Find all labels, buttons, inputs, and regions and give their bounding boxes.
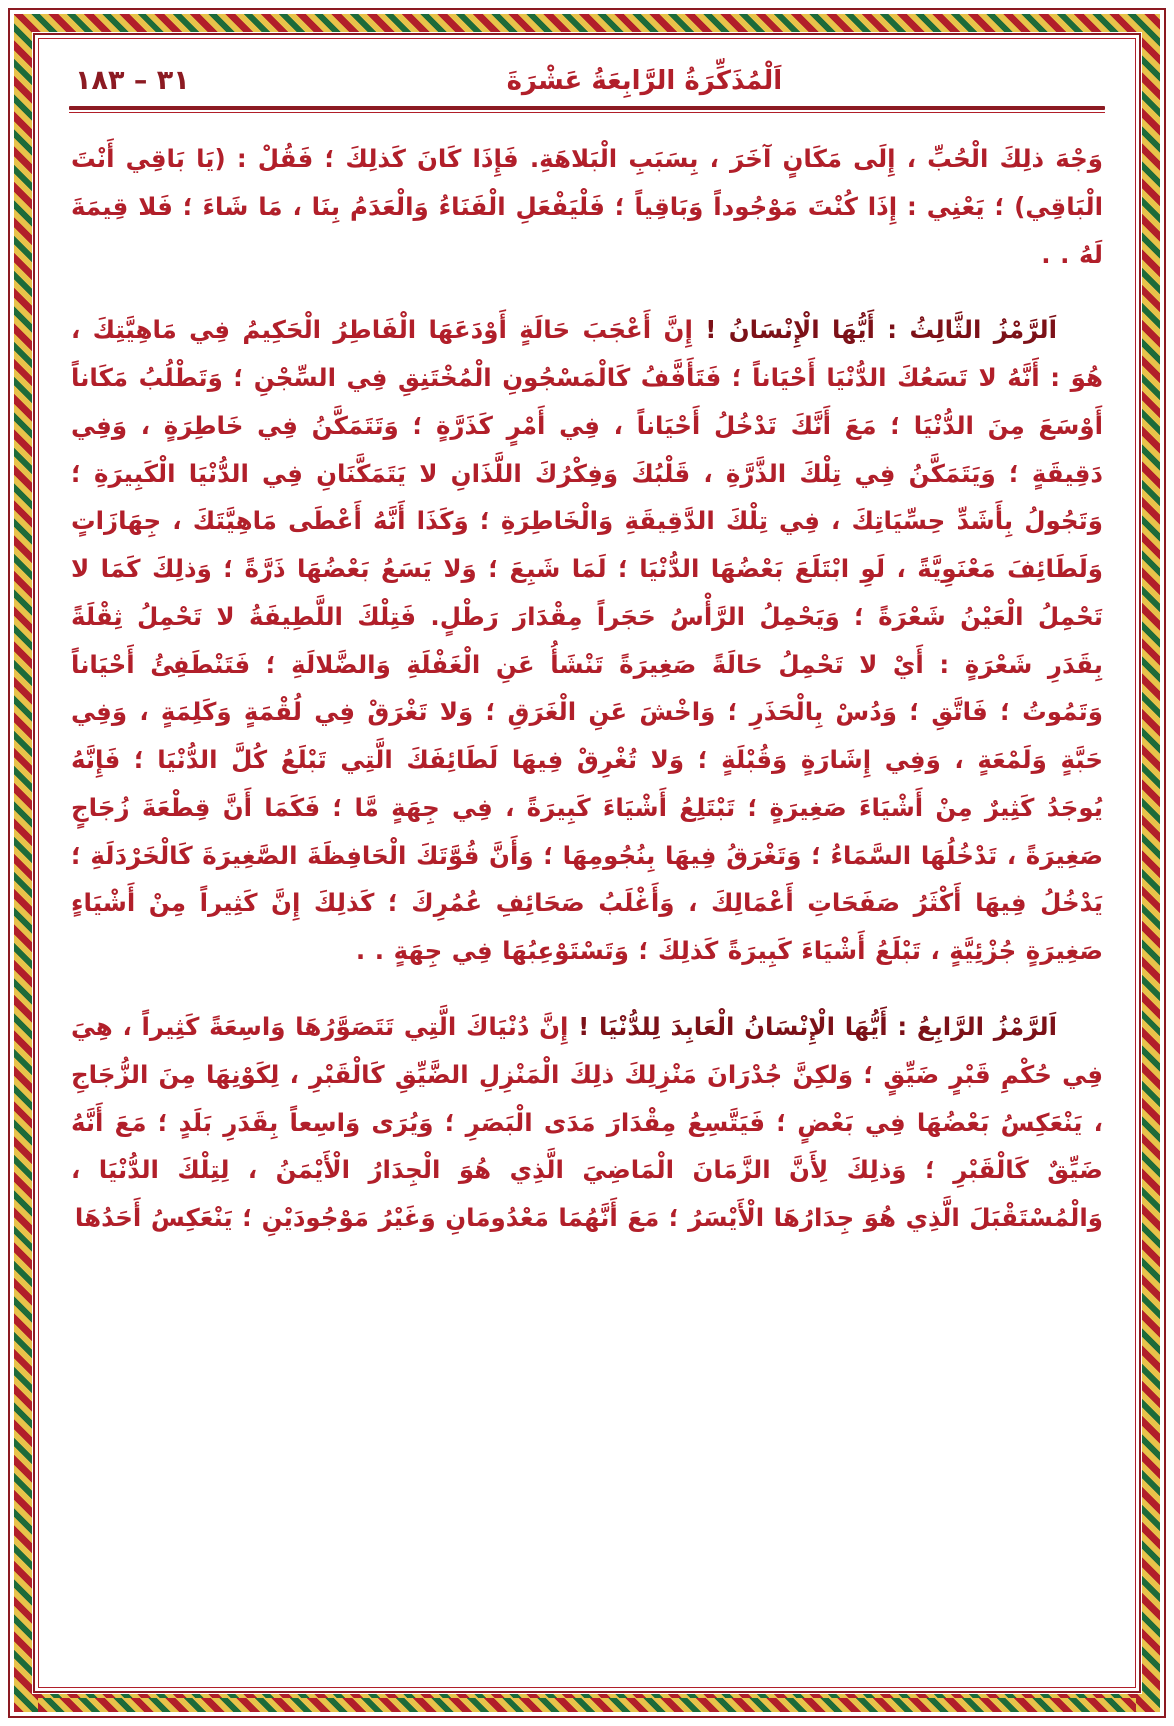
page-number: ٣١ – ١٨٣ [75,65,190,96]
page-title: اَلْمُذَكِّرَةُ الرَّابِعَةُ عَشْرَةَ [506,66,783,96]
paragraph-1-text: وَجْهَ ذلِكَ الْحُبِّ ، إِلَى مَكَانٍ آخَرَ ، بِسَبَبِ الْبَلاهَةِ. فَإِذَا كَانَ كَذلِكَ ؛ فَقُلْ : (يَا بَاقِي أَنْتَ الْبَاقِي) ؛ يَعْنِي : إِذَا كُنْتَ مَوْجُوداً وَبَاقِياً ؛ فَلْيَفْعَلِ الْفَنَاءُ وَالْعَدَمُ بِنَا ، مَا شَاءَ ؛ فَلا قِيمَةَ لَهُ . . [71,144,1103,269]
paragraph-2-lead: اَلرَّمْزُ الثَّالِثُ : أَيُّهَا الْإِنْسَانُ ! [705,315,1057,345]
paragraph-3-text: إِنَّ دُنْيَاكَ الَّتِي تَتَصَوَّرُهَا وَاسِعَةً كَثِيراً ، هِيَ فِي حُكْمِ قَبْرٍ ضَيِّقٍ ؛ وَلكِنَّ جُدْرَانَ مَنْزِلِكَ ذلِكَ الْمَنْزِلِ الضَّيِّقِ كَالْقَبْرِ ، لِكَوْنِهَا مِنَ الزُّجَاجِ ، يَنْعَكِسُ بَعْضُهَا فِي بَعْضٍ ؛ فَيَتَّسِعُ مِقْدَارَ مَدَى الْبَصَرِ ؛ وَيُرَى وَاسِعاً بِقَدَرِ بَلَدٍ ؛ مَعَ أَنَّهُ ضَيِّقٌ كَالْقَبْرِ ؛ وَذلِكَ لِأَنَّ الزَّمَانَ الْمَاضِيَ الَّذِي هُوَ الْجِدَارُ الْأَيْمَنُ ، لِتِلْكَ الدُّنْيَا ، وَالْمُسْتَقْبَلَ الَّذِي هُوَ جِدَارُهَا الْأَيْسَرُ ؛ مَعَ أَنَّهُمَا مَعْدُومَانِ وَغَيْرُ مَوْجُودَيْنِ ؛ يَنْعَكِسُ أَحَدُهَا [71,1012,1103,1233]
paragraph-2 [71,306,1103,975]
page-header [55,55,1119,102]
paragraph-3-lead: اَلرَّمْزُ الرَّابِعُ : أَيُّهَا الْإِنْسَانُ الْعَابِدَ لِلدُّنْيَا ! [578,1012,1057,1042]
page-content [55,55,1119,1676]
paragraph-2-text: إِنَّ أَعْجَبَ حَالَةٍ أَوْدَعَهَا الْفَاطِرُ الْحَكِيمُ فِي مَاهِيَّتِكَ ، هُوَ : أَنَّهُ لا تَسَعُكَ الدُّنْيَا أَحْيَاناً ؛ فَتَأَفَّفُ كَالْمَسْجُونِ الْمُخْتَنِقِ فِي السِّجْنِ ؛ وَتَطْلُبُ مَكَاناً أَوْسَعَ مِنَ الدُّنْيَا ؛ مَعَ أَنَّكَ تَدْخُلُ أَحْيَاناً ، فِي أَمْرٍ كَذَرَّةٍ ؛ وَتَتَمَكَّنُ فِي خَاطِرَةٍ ، وَفِي دَقِيقَةٍ ؛ وَيَتَمَكَّنُ فِي تِلْكَ الذَّرَّةِ ، قَلْبُكَ وَفِكْرُكَ اللَّذَانِ لا يَتَمَكَّنَانِ فِي الدُّنْيَا الْكَبِيرَةِ ؛ وَتَجُولُ بِأَشَدِّ حِسِّيَاتِكَ ، فِي تِلْكَ الدَّقِيقَةِ وَالْخَاطِرَةِ ؛ وَكَذَا أَنَّهُ أَعْطَى مَاهِيَّتَكَ ، جِهَازَاتٍ وَلَطَائِفَ مَعْنَوِيَّةً ، لَوِ ابْتَلَعَ بَعْضُهَا الدُّنْيَا ؛ لَمَا شَبِعَ ؛ وَلا يَسَعُ بَعْضُهَا ذَرَّةً ؛ وَذلِكَ كَمَا لا تَحْمِلُ الْعَيْنُ شَعْرَةً ؛ وَيَحْمِلُ الرَّأْسُ حَجَراً مِقْدَارَ رَطْلٍ. [71,315,1103,631]
paragraph-2-tail: فَتِلْكَ اللَّطِيفَةُ لا تَحْمِلُ ثِقْلَةً بِقَدَرِ شَعْرَةٍ : أَيْ لا تَحْمِلُ حَالَةً صَغِيرَةً تَنْشَأُ عَنِ الْغَفْلَةِ وَالضَّلالَةِ ؛ فَتَنْطَفِئُ أَحْيَاناً وَتَمُوتُ ؛ فَاتَّقِ ؛ وَدُسْ بِالْحَذَرِ ؛ وَاخْشَ عَنِ الْغَرَقِ ؛ وَلا تَغْرَقْ فِي لُقْمَةٍ وَكَلِمَةٍ ، وَفِي حَبَّةٍ وَلَمْعَةٍ ، وَفِي إِشَارَةٍ وَقُبْلَةٍ ؛ وَلا تُغْرِقْ فِيهَا لَطَائِفَكَ الَّتِي تَبْلَعُ كُلَّ الدُّنْيَا ؛ فَإِنَّهُ يُوجَدُ كَثِيرٌ مِنْ أَشْيَاءَ صَغِيرَةٍ ؛ تَبْتَلِعُ أَشْيَاءَ كَبِيرَةً ، فِي جِهَةٍ مَّا ؛ فَكَمَا أَنَّ قِطْعَةَ زُجَاجٍ صَغِيرَةً ، تَدْخُلُهَا السَّمَاءُ ؛ وَتَغْرَقُ فِيهَا بِنُجُومِهَا ؛ وَأَنَّ قُوَّتَكَ الْحَافِظَةَ الصَّغِيرَةَ كَالْخَرْدَلَةِ ؛ يَدْخُلُ فِيهَا أَكْثَرُ صَفَحَاتِ أَعْمَالِكَ ، وَأَغْلَبُ صَحَائِفِ عُمُرِكَ ؛ كَذلِكَ إِنَّ كَثِيراً مِنْ أَشْيَاءٍ صَغِيرَةٍ جُزْئِيَّةٍ ، تَبْلَعُ أَشْيَاءَ كَبِيرَةً كَذلِكَ ؛ وَتَسْتَوْعِبُهَا فِي جِهَةٍ . . [71,601,1103,966]
paragraph-1 [71,135,1103,278]
page-footer-ornament [38,1698,1136,1712]
body-text [55,113,1119,1242]
header-divider [69,106,1105,110]
paragraph-3 [71,1003,1103,1242]
